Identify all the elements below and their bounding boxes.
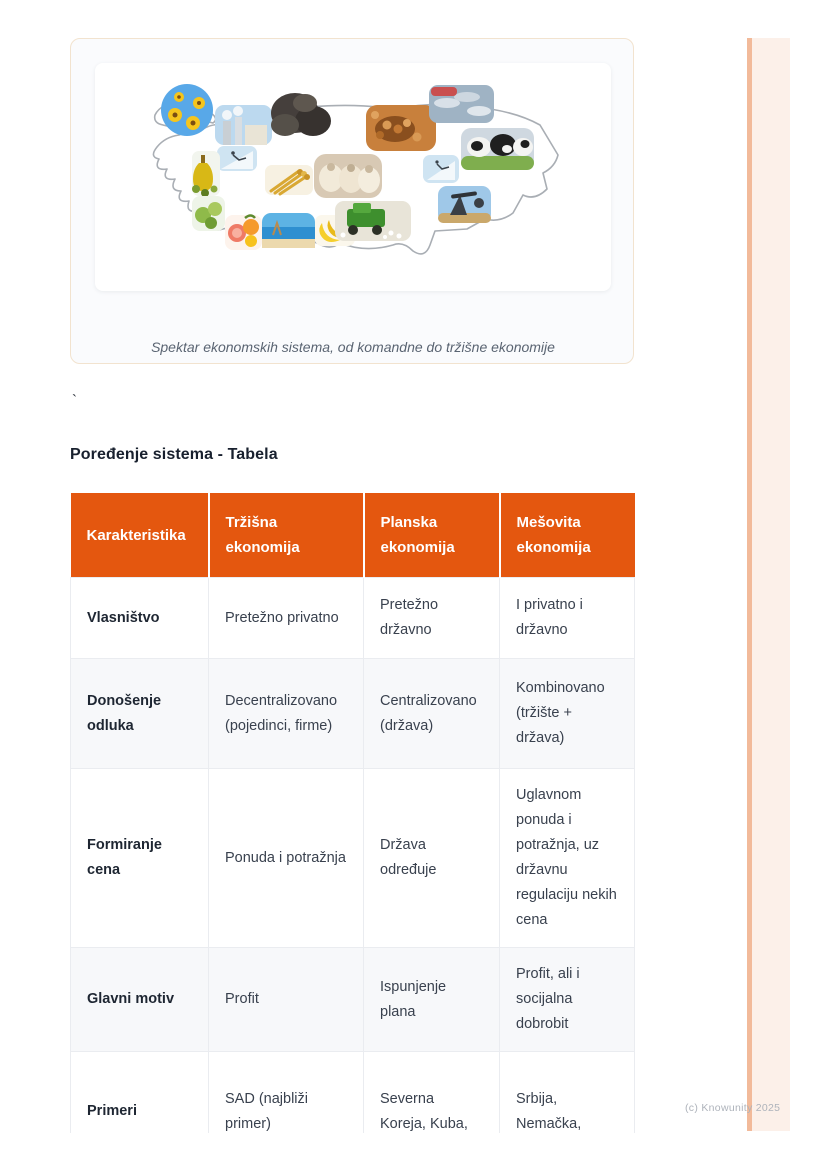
comparison-table: [70, 493, 635, 1133]
table-cell: I privatno i državno: [500, 578, 635, 659]
row-label: Glavni motiv: [71, 948, 209, 1052]
photo-fish: [429, 85, 494, 123]
turkey-map-collage-image: [95, 63, 611, 291]
table-cell: Uglavnom ponuda i potražnja, uz državnu regulaciju nekih cena: [500, 769, 635, 948]
photo-citrus: [225, 215, 262, 250]
table-row: [71, 1052, 635, 1134]
photo-beach: [262, 213, 315, 248]
section-heading: Poređenje sistema - Tabela: [70, 446, 278, 463]
header-planska-ekonomija: Planska ekonomija: [364, 493, 500, 578]
header-trzisna-ekonomija: Tržišna ekonomija: [209, 493, 364, 578]
table-row: [71, 578, 635, 659]
table-cell: Kombinovano (tržište + država): [500, 659, 635, 769]
table-cell: Centralizovano (država): [364, 659, 500, 769]
figure-card: [70, 38, 634, 364]
photo-pears: [192, 196, 225, 231]
copyright-watermark: (c) Knowunity 2025: [685, 1102, 781, 1114]
row-label: Donošenje odluka: [71, 659, 209, 769]
table-cell: Profit: [209, 948, 364, 1052]
turkey-map-svg: [95, 63, 611, 291]
row-label: Formiranje cena: [71, 769, 209, 948]
row-label: Vlasništvo: [71, 578, 209, 659]
table-cell: Država određuje: [364, 769, 500, 948]
photo-skiing: [217, 146, 257, 171]
photo-sunflowers: [161, 84, 213, 136]
table-row: [71, 659, 635, 769]
table-cell: SAD (najbliži primer): [209, 1052, 364, 1134]
photo-cows: [461, 128, 534, 170]
table-cell: Pretežno privatno: [209, 578, 364, 659]
table-cell: Pretežno državno: [364, 578, 500, 659]
page-edge-bar: [747, 38, 790, 1131]
table-cell: Profit, ali i socijalna dobrobit: [500, 948, 635, 1052]
table-cell: Ponuda i potražnja: [209, 769, 364, 948]
photo-hazelnuts: [366, 105, 436, 151]
header-karakteristika: Karakteristika: [71, 493, 209, 578]
photo-cotton-harvester: [335, 201, 411, 241]
photo-coal: [271, 93, 331, 136]
photo-skiing-2: [423, 155, 459, 183]
table-cell: Ispunjenje plana: [364, 948, 500, 1052]
photo-oil-pump: [438, 186, 491, 223]
photo-factory: [215, 105, 272, 145]
row-label: Primeri: [71, 1052, 209, 1134]
figure-caption: Spektar ekonomskih sistema, od komandne do tržišne ekonomije: [151, 339, 555, 355]
table-header-row: [71, 493, 635, 578]
table-cell: Srbija, Nemačka,: [500, 1052, 635, 1134]
stray-backtick: `: [72, 392, 77, 409]
photo-olive-oil: [192, 151, 220, 197]
photo-sheep: [314, 154, 382, 198]
table-row: [71, 948, 635, 1052]
table-cell: Decentralizovano (pojedinci, firme): [209, 659, 364, 769]
table-cell: Severna Koreja, Kuba,: [364, 1052, 500, 1134]
photo-wheat: [265, 165, 313, 195]
table-row: [71, 769, 635, 948]
header-mesovita-ekonomija: Mešovita ekonomija: [500, 493, 635, 578]
